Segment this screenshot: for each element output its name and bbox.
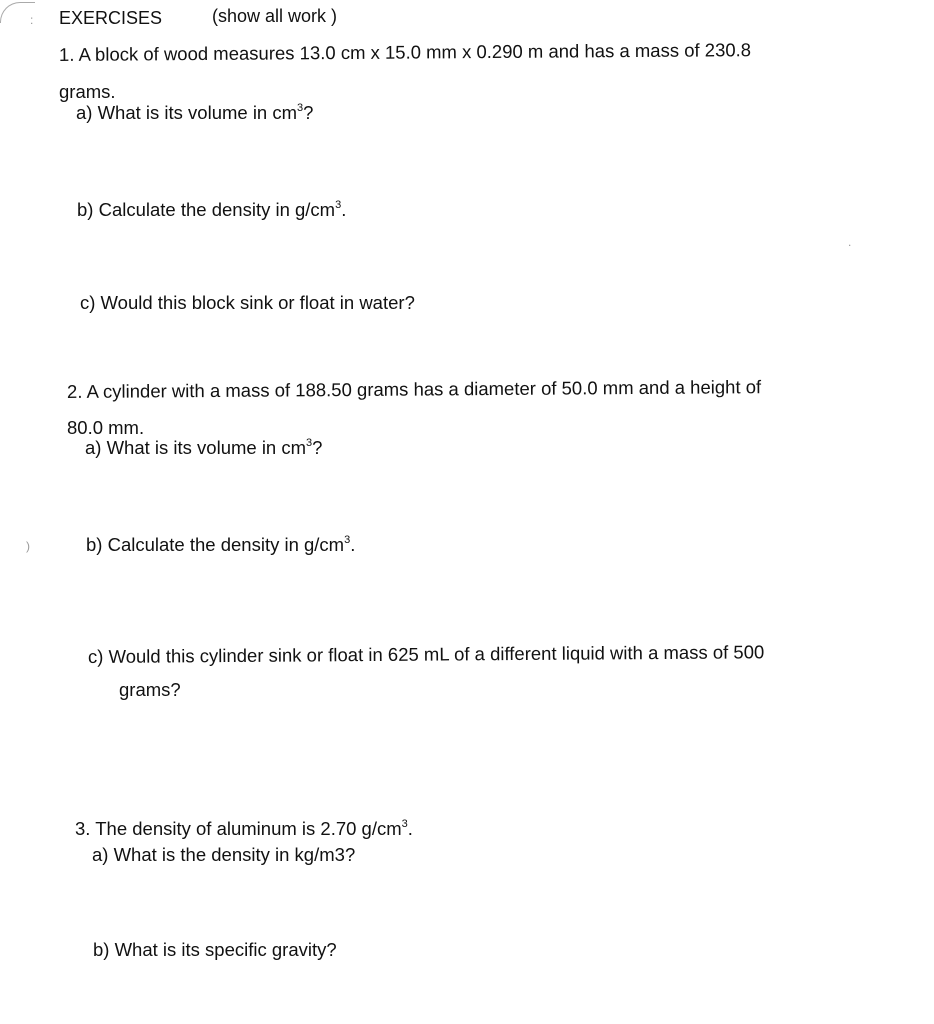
question-3b: b) What is its specific gravity? (93, 939, 337, 960)
instruction-text: (show all work ) (212, 6, 338, 26)
question-3a: a) What is the density in kg/m3? (92, 844, 356, 865)
question-2-text: 2. A cylinder with a mass of 188.50 grams has a diameter of 50.0 mm and a height of (66, 376, 762, 402)
question-2c-cont: grams? (119, 679, 181, 700)
scan-tick-mark: : (30, 13, 34, 27)
question-2c: c) Would this cylinder sink or float in 625 mL of a different liquid with a mass of 500 (87, 641, 765, 667)
question-1c: c) Would this block sink or float in water? (80, 292, 415, 313)
question-1-text: 1. A block of wood measures 13.0 cm x 15.0 mm x 0.290 m and has a mass of 230.8 (58, 39, 752, 65)
question-1b: b) Calculate the density in $g/cm^3$. (77, 199, 347, 220)
scan-dot-mark: . (848, 235, 852, 249)
question-3-text: 3. The density of aluminum is 2.70 $g/cm^3$. (75, 818, 413, 839)
question-1-text-cont: grams. (59, 81, 116, 102)
scan-paren-mark: ) (26, 539, 30, 553)
question-2a: a) What is its volume in $cm^3$? (85, 437, 323, 458)
question-2b: b) Calculate the density in $g/cm^3$. (86, 534, 356, 555)
question-2-text-cont: 80.0 mm. (67, 417, 145, 438)
question-1a: a) What is its volume in $cm^3$? (76, 102, 314, 123)
page-title: EXERCISES (59, 8, 163, 28)
